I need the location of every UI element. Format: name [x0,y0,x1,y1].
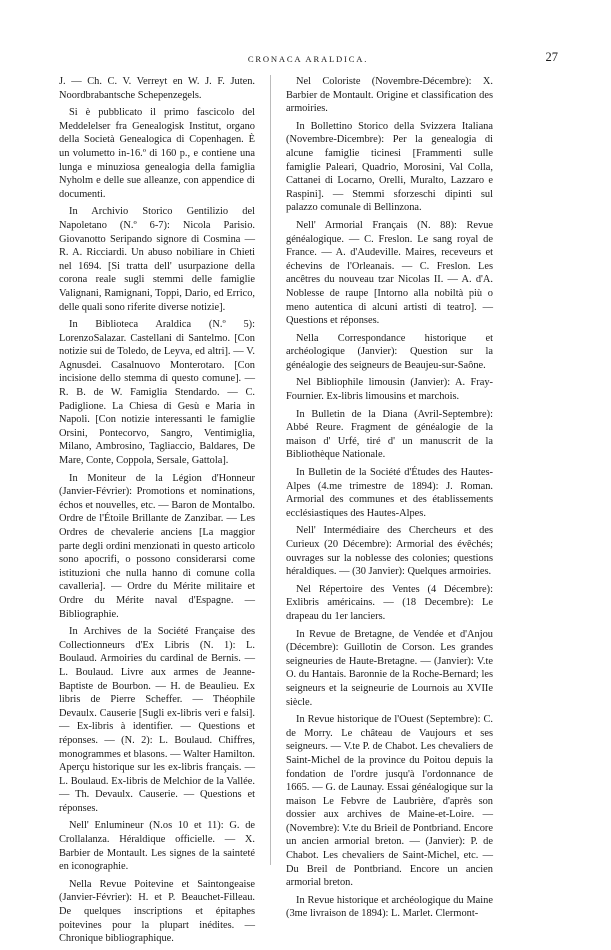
paragraph: J. — Ch. C. V. Verreyt en W. J. F. Juten. Noordbrabantsche Schepenzegels. [59,76,255,101]
paragraph: In Archives de la Société Française des Collectionneurs d'Ex Libris (N. 1): L. Boulaud. Armoiries du cardinal de Bernis. — L. Boulaud. Livre aux armes de Jeanne-Baptiste de Bourbon. — H. de Beaulieu. Ex libris de Pierre Scheffer. — Théophile Devaulx. Causerie [Sugli ex-libris veri e falsi]. — Ex-libris à identifier. — Questions et réponses. — (N. 2): L. Boulaud. Chiffres, monogrammes et blasons. — Walter Hamilton. Aperçu historique sur les ex-libris français. — L. Boulaud. Ex-libris de Melchior de la Vallée. — Th. Devaulx. Causerie. — Questions et réponses. [59,626,255,814]
paragraph: In Bulletin de la Société d'Études des Hautes-Alpes (4.me trimestre de 1894): J. Roman. Armorial des communes et des établissements ecclésiastiques des Hautes-Alpes. [286,467,493,519]
paragraph: In Bollettino Storico della Svizzera Italiana (Novembre-Dicembre): Per la genealogia di alcune famiglie ticinesi [Frammenti sulle famiglie Paleari, Quadrio, Morosini, Val Colla, Cattanei di Locarno, Orelli, Muralto, Lazzaro e Raspini]. — Stemmi sforzeschi dipinti sul palazzo comunale di Bellinzona. [286,120,493,214]
paragraph: Nell' Armorial Français (N. 88): Revue généalogique. — C. Freslon. Le sang royal de France. — A. d'Audeville. Maires, receveurs et échevins de l'Orleanais. — C. Freslon. Les ancêtres du nouveau tzar Nicolas II. — A. d'A. Noblesse de raupe [Intorno alla nobiltà più o meno autentica di alcuni artisti di teatro]. — Questions et réponses. [286,219,493,327]
paragraph: In Archivio Storico Gentilizio del Napoletano (N.º 6-7): Nicola Parisio. Giovanotto Seripando signore di Cosmina — R. A. Ricciardi. Un abuso nobiliare in Chieti nel 1694. [Si tratta dell' usurpazione della corona reale sugli stemmi delle famiglie Valignani, Ramignani, Toppi, Dario, ed Errico, delle quali sono riferite diverse notizie]. [59,206,255,313]
paragraph: In Revue historique de l'Ouest (Septembre): C. de Morry. Le château de Vaujours et ses seigneurs. — V.te P. de Chabot. Les chevaliers de Saint-Michel de la province du Poitou depuis la fondation de l'ordre jusqu'à l'ordonnance de 1665. — G. de Launay. Essai généalogique sur la maison Le Febvre de Laubrière, d'après son dossier aux archives de Maine-et-Loire. — (Novembre): V.te du Brieil de Pontbriand. Encore un ancien armorial breton. — (Janvier): P. de Chabot. Les chevaliers de Saint-Michel, etc. — Du Breil de Pontbriand. Encore un ancien armorial breton. [286,714,493,889]
page-header [58,50,558,68]
paragraph: Si è pubblicato il primo fascicolo del Meddelelser fra Genealogisk Institut, organo della Società Genealogica di Copenhagen. È un volumetto in-16.º di 160 p., e contiene una lunga e minuziosa genealogia della famiglia Nyholm e delle sue alleanze, con appendice di documenti. [59,107,255,200]
left-column [59,75,255,950]
paragraph: Nel Bibliophile limousin (Janvier): A. Fray-Fournier. Ex-libris limousins et marchois. [286,377,493,403]
paragraph: In Moniteur de la Légion d'Honneur (Janvier-Février): Promotions et nominations, échos et nouvelles, etc. — Baron de Montalbo. Ordre de l'Étoile Brillante de Zanzibar. — Les Ordres de chevalerie anciens [La maggior parte degli ordini menzionati in questo articolo sono apocrifi, o possono considerarsi come istituzioni che nulla hanno di comune colla cavalleria]. — Ordre du Mérite militaire et Ordre du Mérite naval d'Espagne. — Bibliographie. [59,472,255,620]
paragraph: Nel Coloriste (Novembre-Décembre): X. Barbier de Montault. Origine et classification des armoiries. [286,76,493,115]
paragraph: Nel Répertoire des Ventes (4 Décembre): Exlibris américains. — (18 Decembre): Le drapeau du 1er lanciers. [286,583,493,622]
paragraph: In Revue de Bretagne, de Vendée et d'Anjou (Décembre): Guillotin de Corson. Les grandes seigneuries de Haute-Bretagne. — (Janvier): V.te O. du Hantais. Baronnie de la Roche-Bernard; les seigneurs et la seigneurie de Lournois au XVIIe siècle. [286,628,493,708]
paragraph: Nella Correspondance historique et archéologique (Janvier): Question sur la généalogie des seigneurs de Beaujeu-sur-Saône. [286,332,493,371]
paragraph: In Revue historique et archéologique du Maine (3me livraison de 1894): L. Marlet. Clermont- [286,894,493,920]
column-divider [270,75,271,865]
right-column [286,75,493,925]
paragraph: Nella Revue Poitevine et Saintongeaise (Janvier-Février): H. et P. Beauchet-Filleau. De quelques inscriptions et épitaphes poitevines pour la plupart inédites. — Chronique bibliographique. [59,878,255,945]
paragraph: In Biblioteca Araldica (N.º 5): LorenzoSalazar. Castellani di Santelmo. [Con notizie sui de Toledo, de Leyva, ed altri]. — V. Agnusdei. Casalnuovo Monterotaro. [Con incisione dello stemma di questo comune]. — R. B. de W. Famiglia Stendardo. — C. Padiglione. La Chiesa di Gesù e Maria in Napoli. [Con notizie interessanti le famiglie Orsini, Pontecorvo, Sangro, Ventimiglia, Milano, Ambrosino, Tagliaccio, Baldares, De Mare, Conte, Coppola, Sersale, Gattola]. [59,319,255,467]
paragraph: In Bulletin de la Diana (Avril-Septembre): Abbé Reure. Fragment de généalogie de la maison d' Urfé, tiré d' un manuscrit de la Bibliothèque Nationale. [286,408,493,461]
paragraph: Nell' Intermédiaire des Chercheurs et des Curieux (20 Décembre): Armorial des évêchés; ouvrages sur la noblesse des colonies; questions héraldiques. — (30 Janvier): Quelques armoiries. [286,525,493,578]
running-title: CRONACA ARALDICA. [247,54,369,64]
paragraph: Nell' Enlumineur (N.os 10 et 11): G. de Crollalanza. Héraldique officielle. — X. Barbier de Montault. Les signes de la sainteté en iconographie. [59,820,255,873]
page-number: 27 [545,50,558,64]
